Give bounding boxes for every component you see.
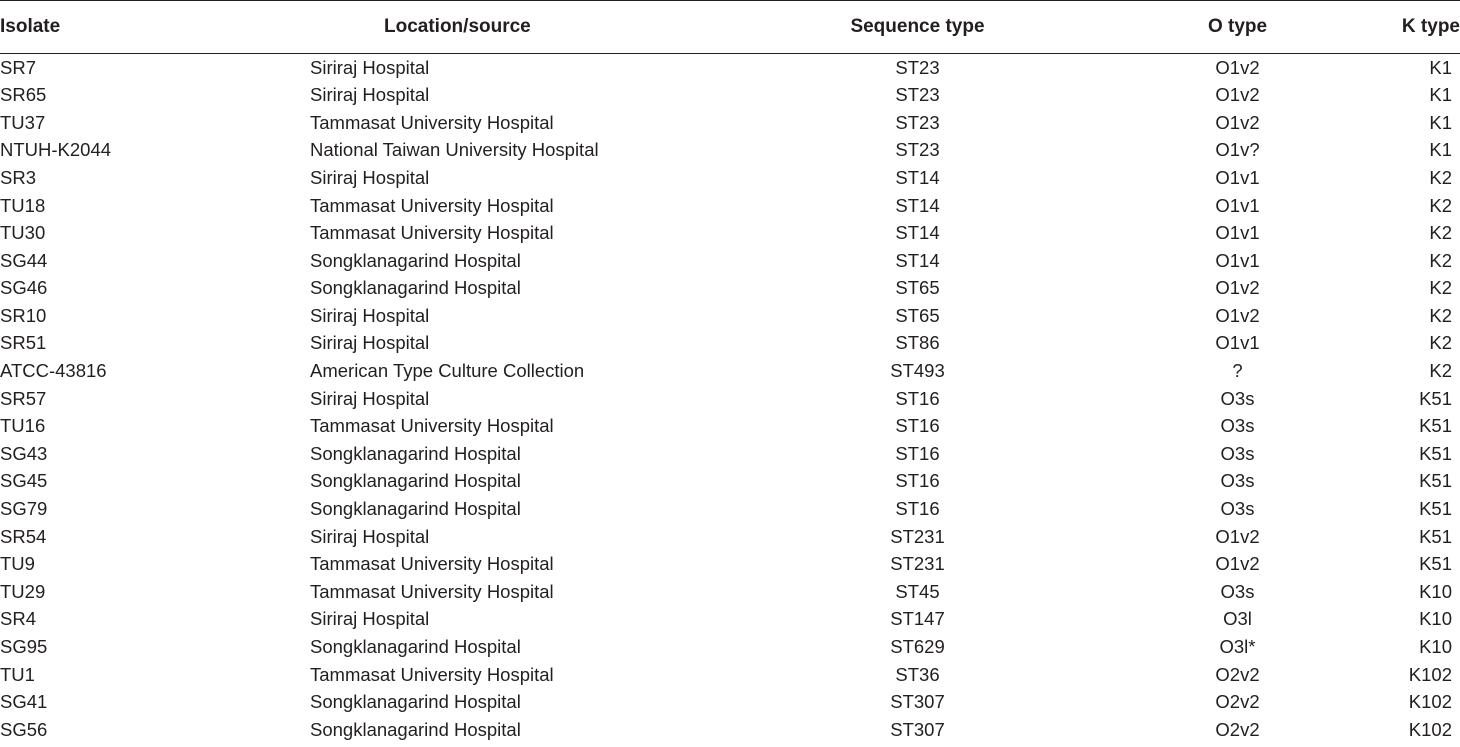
- table-row: [0, 716, 1460, 744]
- cell-isolate: SR7: [0, 56, 36, 78]
- cell-location: Songklanagarind Hospital: [310, 691, 521, 713]
- cell-o-type: O1v1: [1215, 249, 1260, 271]
- cell-k-type: K2: [1429, 304, 1452, 326]
- cell-sequence-type: ST86: [895, 332, 940, 354]
- cell-isolate: TU1: [0, 663, 35, 685]
- cell-location: Songklanagarind Hospital: [310, 718, 521, 740]
- header-row: [0, 1, 1460, 54]
- table-row: [0, 220, 1460, 248]
- cell-k-type: K10: [1419, 636, 1452, 658]
- cell-sequence-type: ST23: [895, 56, 940, 78]
- cell-o-type: O1v2: [1215, 84, 1260, 106]
- cell-k-type: K51: [1419, 498, 1452, 520]
- table-row: [0, 551, 1460, 579]
- cell-o-type: O2v2: [1215, 663, 1260, 685]
- table-row: [0, 661, 1460, 689]
- cell-isolate: SR57: [0, 387, 47, 409]
- cell-o-type: O1v?: [1215, 139, 1260, 161]
- cell-k-type: K10: [1419, 608, 1452, 630]
- cell-sequence-type: ST45: [895, 580, 940, 602]
- cell-k-type: K51: [1419, 415, 1452, 437]
- cell-location: Tammasat University Hospital: [310, 111, 554, 133]
- cell-k-type: K2: [1429, 249, 1452, 271]
- table-header: [0, 1, 1460, 54]
- cell-k-type: K10: [1419, 580, 1452, 602]
- cell-location: Siriraj Hospital: [310, 56, 430, 78]
- cell-k-type: K51: [1419, 442, 1452, 464]
- cell-o-type: O1v2: [1215, 553, 1260, 575]
- header-sequence-type: Sequence type: [670, 1, 1080, 54]
- cell-isolate: TU30: [0, 222, 46, 244]
- cell-isolate: SG45: [0, 470, 48, 492]
- cell-o-type: O3s: [1220, 442, 1255, 464]
- cell-o-type: O1v2: [1215, 304, 1260, 326]
- cell-sequence-type: ST231: [890, 553, 945, 575]
- cell-isolate: TU18: [0, 194, 46, 216]
- cell-location: Songklanagarind Hospital: [310, 442, 521, 464]
- cell-sequence-type: ST14: [895, 166, 940, 188]
- header-location: Location/source: [250, 1, 670, 54]
- cell-sequence-type: ST14: [895, 194, 940, 216]
- cell-k-type: K102: [1408, 718, 1452, 740]
- cell-o-type: O1v2: [1215, 111, 1260, 133]
- cell-isolate: SR4: [0, 608, 36, 630]
- cell-isolate: SG43: [0, 442, 48, 464]
- cell-sequence-type: ST14: [895, 222, 940, 244]
- cell-o-type: O3l*: [1219, 636, 1256, 658]
- cell-location: Siriraj Hospital: [310, 525, 430, 547]
- cell-location: Siriraj Hospital: [310, 84, 430, 106]
- table-row: [0, 496, 1460, 524]
- table-row: [0, 358, 1460, 386]
- cell-k-type: K51: [1419, 525, 1452, 547]
- cell-sequence-type: ST629: [890, 636, 945, 658]
- header-isolate: Isolate: [0, 1, 250, 54]
- cell-location: Siriraj Hospital: [310, 387, 430, 409]
- cell-o-type: O1v1: [1215, 194, 1260, 216]
- table-row: [0, 578, 1460, 606]
- cell-sequence-type: ST493: [890, 360, 945, 382]
- cell-location: Songklanagarind Hospital: [310, 498, 521, 520]
- cell-isolate: SR10: [0, 304, 47, 326]
- cell-k-type: K1: [1429, 84, 1452, 106]
- cell-location: Siriraj Hospital: [310, 608, 430, 630]
- cell-k-type: K2: [1429, 194, 1452, 216]
- cell-sequence-type: ST23: [895, 84, 940, 106]
- table-row: [0, 440, 1460, 468]
- table-row: [0, 192, 1460, 220]
- cell-isolate: SG46: [0, 277, 48, 299]
- cell-sequence-type: ST23: [895, 111, 940, 133]
- cell-sequence-type: ST16: [895, 470, 940, 492]
- cell-sequence-type: ST307: [890, 718, 945, 740]
- cell-sequence-type: ST14: [895, 249, 940, 271]
- table-row: [0, 137, 1460, 165]
- cell-isolate: SG79: [0, 498, 48, 520]
- cell-sequence-type: ST16: [895, 415, 940, 437]
- cell-location: Tammasat University Hospital: [310, 415, 554, 437]
- cell-k-type: K2: [1429, 222, 1452, 244]
- cell-location: Songklanagarind Hospital: [310, 470, 521, 492]
- cell-o-type: O3s: [1220, 470, 1255, 492]
- cell-o-type: O1v1: [1215, 332, 1260, 354]
- cell-location: Tammasat University Hospital: [310, 580, 554, 602]
- cell-o-type: O1v2: [1215, 525, 1260, 547]
- cell-isolate: SR54: [0, 525, 47, 547]
- cell-isolate: TU37: [0, 111, 46, 133]
- cell-sequence-type: ST65: [895, 277, 940, 299]
- cell-k-type: K1: [1429, 139, 1452, 161]
- cell-isolate: SG95: [0, 636, 48, 658]
- cell-location: Songklanagarind Hospital: [310, 636, 521, 658]
- cell-k-type: K2: [1429, 332, 1452, 354]
- cell-sequence-type: ST36: [895, 663, 940, 685]
- cell-isolate: TU9: [0, 553, 35, 575]
- cell-k-type: K1: [1429, 111, 1452, 133]
- cell-location: Siriraj Hospital: [310, 304, 430, 326]
- header-k-type: K type: [1330, 1, 1460, 54]
- cell-o-type: O1v2: [1215, 277, 1260, 299]
- cell-k-type: K2: [1429, 277, 1452, 299]
- cell-o-type: ?: [1232, 360, 1243, 382]
- cell-sequence-type: ST16: [895, 442, 940, 464]
- table-row: [0, 468, 1460, 496]
- cell-k-type: K1: [1429, 56, 1452, 78]
- table-row: [0, 82, 1460, 110]
- table-row: [0, 633, 1460, 661]
- cell-isolate: NTUH-K2044: [0, 139, 112, 161]
- table-row: [0, 385, 1460, 413]
- cell-sequence-type: ST65: [895, 304, 940, 326]
- table-row: [0, 523, 1460, 551]
- cell-location: Tammasat University Hospital: [310, 663, 554, 685]
- header-o-type: O type: [1080, 1, 1330, 54]
- cell-location: Tammasat University Hospital: [310, 222, 554, 244]
- cell-location: Songklanagarind Hospital: [310, 249, 521, 271]
- table-row: [0, 606, 1460, 634]
- cell-k-type: K102: [1408, 663, 1452, 685]
- table-row: [0, 109, 1460, 137]
- cell-o-type: O3s: [1220, 387, 1255, 409]
- cell-location: Tammasat University Hospital: [310, 553, 554, 575]
- table-row: [0, 247, 1460, 275]
- cell-k-type: K2: [1429, 360, 1452, 382]
- cell-o-type: O2v2: [1215, 718, 1260, 740]
- cell-sequence-type: ST147: [890, 608, 945, 630]
- cell-o-type: O1v1: [1215, 166, 1260, 188]
- cell-o-type: O1v1: [1215, 222, 1260, 244]
- table-row: [0, 275, 1460, 303]
- cell-k-type: K2: [1429, 166, 1452, 188]
- cell-o-type: O3s: [1220, 498, 1255, 520]
- cell-isolate: SG56: [0, 718, 48, 740]
- cell-k-type: K51: [1419, 387, 1452, 409]
- cell-isolate: SR51: [0, 332, 47, 354]
- table-row: [0, 302, 1460, 330]
- table-row: [0, 54, 1460, 82]
- cell-o-type: O3s: [1220, 580, 1255, 602]
- table-row: [0, 330, 1460, 358]
- cell-location: National Taiwan University Hospital: [310, 139, 599, 161]
- cell-sequence-type: ST307: [890, 691, 945, 713]
- table-row: [0, 413, 1460, 441]
- cell-o-type: O3s: [1220, 415, 1255, 437]
- cell-o-type: O2v2: [1215, 691, 1260, 713]
- table-body: [0, 54, 1460, 744]
- cell-isolate: TU29: [0, 580, 46, 602]
- cell-sequence-type: ST23: [895, 139, 940, 161]
- cell-location: American Type Culture Collection: [310, 360, 585, 382]
- cell-location: Tammasat University Hospital: [310, 194, 554, 216]
- cell-isolate: SR65: [0, 84, 47, 106]
- cell-isolate: SG44: [0, 249, 48, 271]
- cell-isolate: ATCC-43816: [0, 360, 107, 382]
- cell-isolate: SR3: [0, 166, 36, 188]
- cell-sequence-type: ST16: [895, 387, 940, 409]
- cell-isolate: SG41: [0, 691, 48, 713]
- cell-k-type: K51: [1419, 553, 1452, 575]
- cell-k-type: K102: [1408, 691, 1452, 713]
- cell-location: Siriraj Hospital: [310, 332, 430, 354]
- cell-o-type: O3l: [1223, 608, 1252, 630]
- cell-location: Songklanagarind Hospital: [310, 277, 521, 299]
- cell-isolate: TU16: [0, 415, 46, 437]
- cell-location: Siriraj Hospital: [310, 166, 430, 188]
- table-row: [0, 689, 1460, 717]
- cell-o-type: O1v2: [1215, 56, 1260, 78]
- cell-k-type: K51: [1419, 470, 1452, 492]
- table-row: [0, 164, 1460, 192]
- cell-sequence-type: ST231: [890, 525, 945, 547]
- cell-sequence-type: ST16: [895, 498, 940, 520]
